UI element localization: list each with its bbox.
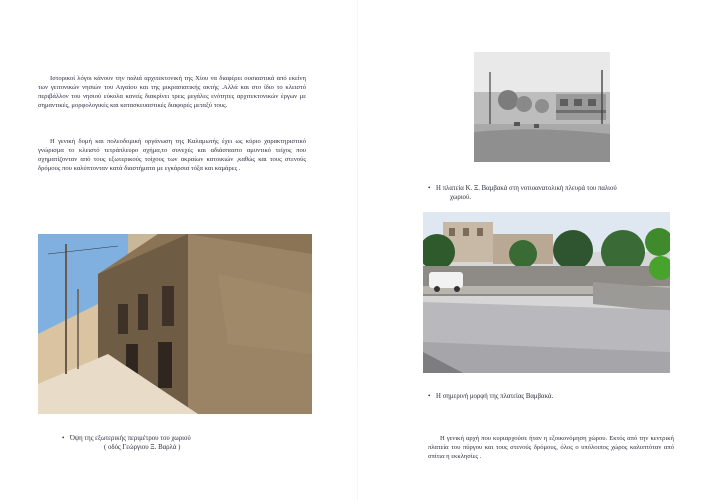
bullet: •	[428, 185, 431, 192]
modern-square-photo	[423, 212, 670, 373]
street-caption-line-1: Όψη της εξωτερικής περιμέτρου του χωριού	[70, 435, 191, 442]
bullet: •	[428, 393, 431, 400]
bullet: •	[62, 435, 65, 442]
old-square-caption	[428, 184, 668, 202]
old-square-caption-line-2: χωριού.	[450, 194, 472, 201]
modern-square-caption-text: Η σημερινή μορφή της πλατείας Βαμβακά.	[436, 393, 554, 400]
modern-square-caption	[428, 392, 668, 401]
street-caption	[62, 434, 302, 452]
space-saving-paragraph: Η γενική αρχή που κυριαρχούσε ήταν η εξοικονόμηση χώρου. Εκτός από την κεντρική πλατεία του πύργου και τους στενούς δρόμους, όλος ο υπόλοιπος χώρος καλυπτόταν από σπίτια η εκκλησίες .	[428, 435, 674, 460]
intro-paragraph: Ιστορικοί λόγοι κάνουν την παλιά αρχιτεκτονική της Χίου να διαφέρει ουσιαστικά από εκείνη των γειτονικών νησιών του Αιγαίου και της μικρασιατικής ακτής .Αλλά και στο ίδιο το κλειστό περιβάλλον του νησιού εύκολα κανείς διακρίνει τρεις μεγάλες ενότητες αρχιτεκτονικών έργων με σημαντικές, μορφολογικές και κατασκευαστικές διαφορές μεταξύ τους.	[38, 75, 306, 109]
old-square-caption-line-1: Η πλατεία Κ. Ξ. Βαμβακά στη νοτιοανατολική πλευρά του παλιού	[436, 185, 617, 192]
old-square-photo	[474, 52, 610, 162]
structure-paragraph: Η γενική δομή και πολεοδομική οργάνωση της Καλαμωτής έχει ως κύριο χαρακτηριστικό γνώρισμα το κλειστό τετράπλευρο σχήμα,το συνεχές και αδιάσπαστο αμυντικό τείχος που σχηματίζονταν από τους εξωτερικούς τοίχους των ακραίων κατοικιών ,καθώς και τους στενούς δρόμους που καλύπτονταν κατά διαστήματα με εγκάρσια τόξα και καμάρες .	[38, 138, 306, 172]
stone-street-photo	[38, 234, 312, 414]
street-caption-line-2: ( οδός Γεώργιου Ξ. Βαρλά )	[104, 444, 181, 451]
page-fold	[357, 0, 358, 500]
